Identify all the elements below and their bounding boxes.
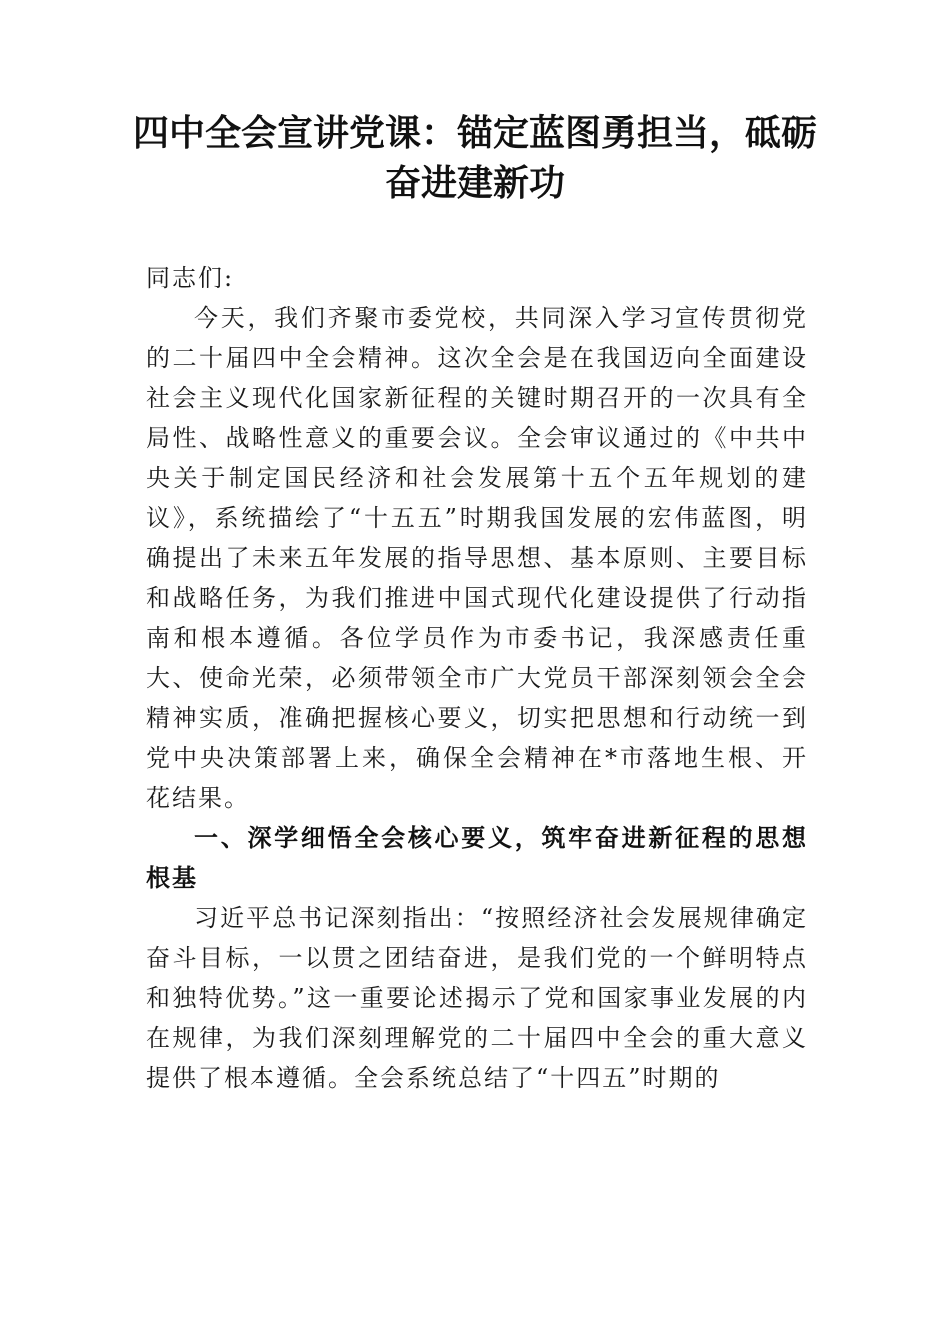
document-title: 四中全会宣讲党课：锚定蓝图勇担当，砥砺奋进建新功	[132, 112, 817, 204]
document-body	[146, 258, 808, 1098]
salutation: 同志们:	[146, 264, 235, 292]
section-heading: 一、深学细悟全会核心要义，筑牢奋进新征程的思想根基	[146, 823, 808, 892]
intro-paragraph: 今天，我们齐聚市委党校，共同深入学习宣传贯彻党的二十届四中全会精神。这次全会是在我国迈向全面建设社会主义现代化国家新征程的关键时期召开的一次具有全局性、战略性意义的重要会议。全会审议通过的《中共中央关于制定国民经济和社会发展第十五个五年规划的建议》，系统描绘了“十五五”时期我国发展的宏伟蓝图，明确提出了未来五年发展的指导思想、基本原则、主要目标和战略任务，为我们推进中国式现代化建设提供了行动指南和根本遵循。各位学员作为市委书记，我深感责任重大、使命光荣，必须带领全市广大党员干部深刻领会全会精神实质，准确把握核心要义，切实把思想和行动统一到党中央决策部署上来，确保全会精神在*市落地生根、开花结果。	[146, 304, 808, 812]
section-paragraph: 习近平总书记深刻指出：“按照经济社会发展规律确定奋斗目标，一以贯之团结奋进，是我们党的一个鲜明特点和独特优势。”这一重要论述揭示了党和国家事业发展的内在规律，为我们深刻理解党的二十届四中全会的重大意义提供了根本遵循。全会系统总结了“十四五”时期的	[146, 904, 808, 1092]
